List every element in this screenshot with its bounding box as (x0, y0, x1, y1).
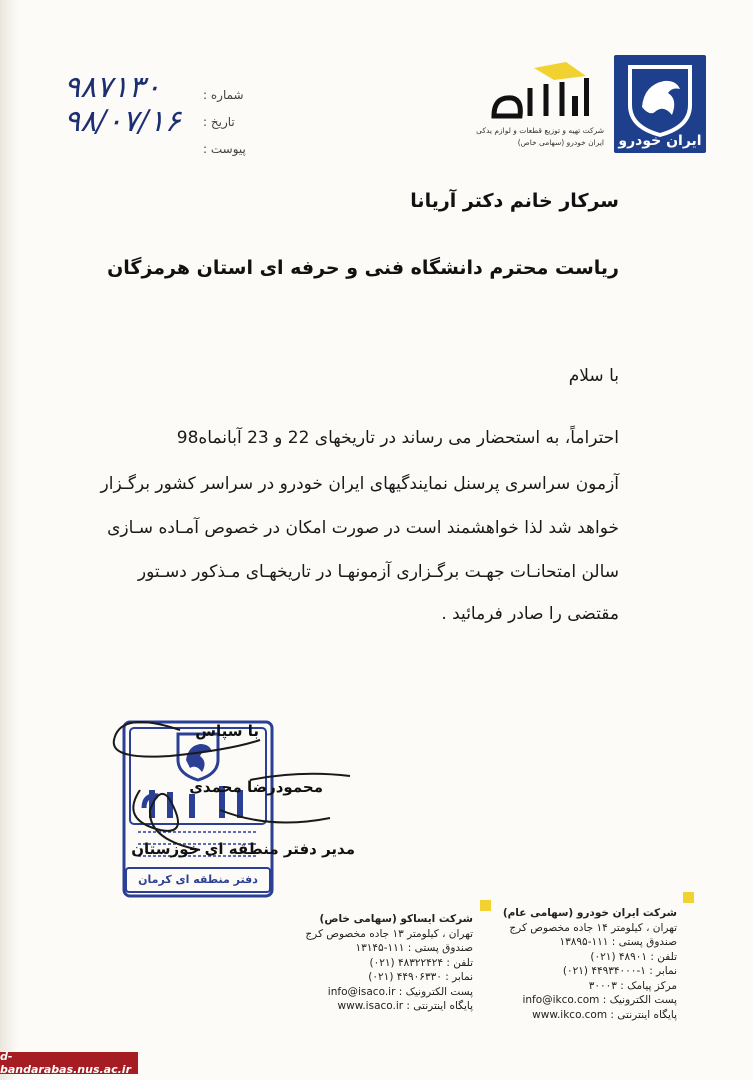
letter-date-value: ۹۸/۰۷/۱۶ (64, 104, 181, 139)
isaco-company-title: شرکت ایساکو (سهامی خاص) (319, 913, 473, 925)
isaco-address-line: پایگاه اینترنتی : www.isaco.ir (337, 1000, 473, 1012)
ikco-address-line: پست الکترونیک : info@ikco.com (522, 994, 677, 1006)
ikco-company-title: شرکت ایران خودرو (سهامی عام) (502, 907, 677, 919)
stamp-bottom-text: دفتر منطقه ای کرمان (138, 873, 258, 886)
ikco-address-line: پایگاه اینترنتی : www.ikco.com (532, 1008, 677, 1021)
isaco-logo-text (474, 122, 475, 123)
body-line: آزمون سراسری پرسنل نمایندگیهای ایران خودرو در سراسر کشور برگـزار (100, 474, 619, 494)
isaco-address-line: تهران ، کیلومتر ۱۳ جاده مخصوص کرج (305, 927, 473, 940)
isaco-address-block (305, 912, 473, 1014)
letter-number-value: ۹۸۷۱۳۰ (64, 70, 161, 105)
isaco-address-line: نمابر : ۴۴۹۰۶۳۳۰ (۰۲۱) (368, 971, 473, 983)
body-line: سالن امتحانـات جهـت برگـزاری آزمونهـا در تاریخهـای مـذکور دسـتور (137, 562, 619, 582)
ikco-logo (614, 55, 706, 153)
isaco-address-line: صندوق پستی : ۱۱۱-۱۳۱۴۵ (355, 942, 473, 954)
ikco-logo-text: ایران خودرو (618, 133, 702, 149)
isaco-tagline-2: ایران خودرو (سهامی خاص) (517, 138, 604, 147)
ikco-address-line: نمابر : ۱-۴۴۹۳۴۰۰۰ (۰۲۱) (562, 965, 677, 977)
closing-text: با سپاس (195, 722, 259, 740)
scan-edge (0, 0, 18, 1080)
number-label: شماره : (203, 88, 244, 102)
ikco-address-line: مرکز پیامک : ۳۰۰۰۳ (588, 979, 677, 992)
addressee-line-2: ریاست محترم دانشگاه فنی و حرفه ای استان هرمزگان (107, 257, 619, 279)
signer-title: مدیر دفتر منطقه ای خوزستان (131, 840, 355, 858)
ikco-address-line: تهران ، کیلومتر ۱۴ جاده مخصوص کرج (509, 921, 677, 934)
isaco-logo (474, 60, 604, 155)
body-line: احتراماً، به استحضار می رساند در تاریخهای 22 و 23 آبانماه98 (176, 428, 619, 448)
ikco-yellow-mark (683, 892, 694, 903)
isaco-address-line: تلفن : ۴۸۳۲۲۴۲۴ (۰۲۱) (369, 956, 473, 969)
site-watermark[interactable]: d-bandarabas.nus.ac.ir (0, 1052, 138, 1074)
isaco-yellow-mark (480, 900, 491, 911)
signer-name: محمودرضا محمدی (189, 778, 323, 796)
body-line: مقتضی را صادر فرمائید . (441, 604, 619, 624)
ikco-address-line: تلفن : ۴۸۹۰۱ (۰۲۱) (590, 950, 677, 963)
body-line: خواهد شد لذا خواهشمند است در صورت امکان در خصوص آمـاده سـازی (107, 518, 619, 538)
attachment-label: پیوست : (203, 142, 246, 156)
greeting: با سلام (568, 366, 619, 386)
isaco-roof-icon (474, 60, 604, 120)
ikco-address-line: صندوق پستی : ۱۱۱-۱۳۸۹۵ (559, 936, 677, 948)
isaco-tagline-1: شرکت تهیه و توزیع قطعات و لوازم یدکی (476, 126, 604, 135)
isaco-address-line: پست الکترونیک : info@isaco.ir (327, 985, 473, 998)
ikco-address-block (503, 906, 677, 1022)
date-label: تاریخ : (203, 115, 235, 129)
addressee-line-1: سرکار خانم دکتر آریانا (410, 190, 619, 212)
